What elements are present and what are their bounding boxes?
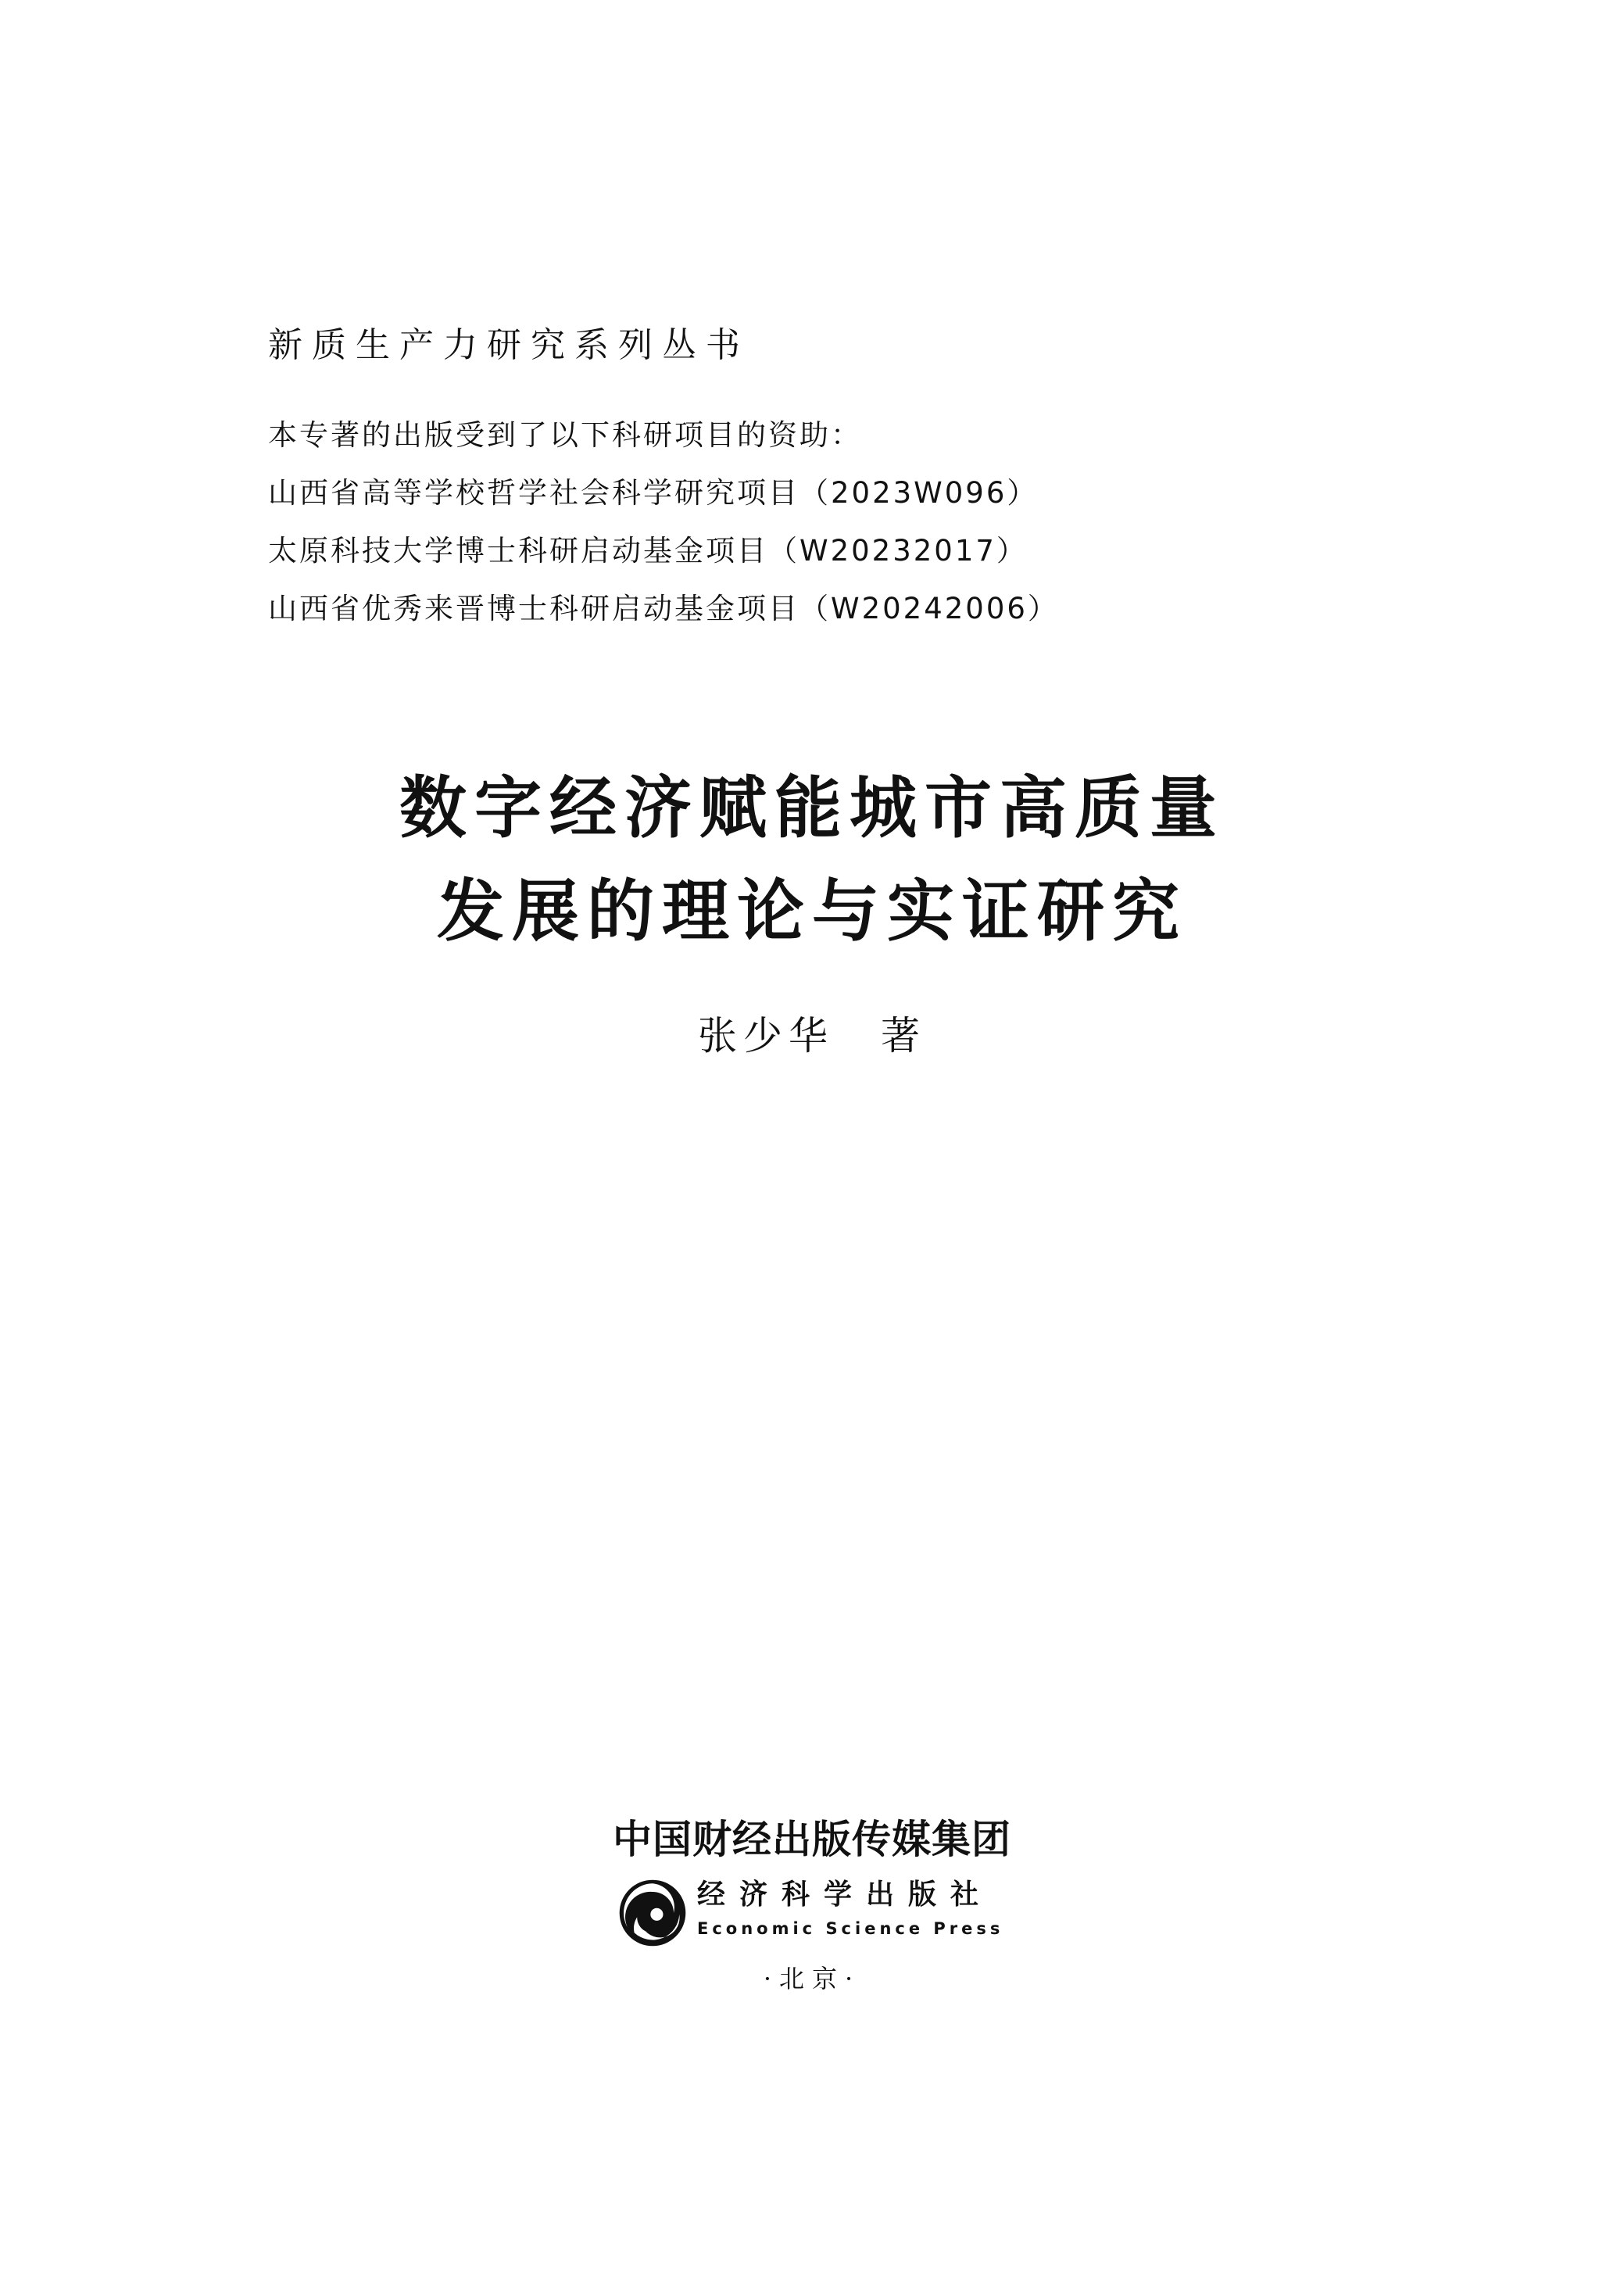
economic-science-press-logo-icon <box>617 1878 688 1948</box>
publisher-block <box>617 1875 1024 1953</box>
funding-intro: 本专著的出版受到了以下科研项目的资助： <box>268 418 862 452</box>
author-line <box>0 1008 1624 1063</box>
funding-section <box>268 407 1059 638</box>
funding-project-3: 山西省优秀来晋博士科研启动基金项目（W20242006） <box>268 592 1059 625</box>
author-role: 著 <box>881 1013 926 1058</box>
publisher-name-en: Economic Science Press <box>697 1919 1004 1938</box>
author-name: 张少华 <box>698 1013 834 1058</box>
book-title-line-2: 发展的理论与实证研究 <box>437 872 1187 951</box>
publisher-city: ·北京· <box>763 1964 861 1993</box>
funding-project-1: 山西省高等学校哲学社会科学研究项目（2023W096） <box>268 476 1039 510</box>
book-title <box>0 757 1624 963</box>
publisher-name-cn: 经济科学出版社 <box>697 1879 993 1911</box>
funding-project-2: 太原科技大学博士科研启动基金项目（W20232017） <box>268 534 1028 568</box>
book-title-line-1: 数字经济赋能城市高质量 <box>399 769 1225 847</box>
publishing-group: 中国财经出版传媒集团 <box>613 1817 1011 1862</box>
series-name: 新质生产力研究系列丛书 <box>268 325 749 365</box>
